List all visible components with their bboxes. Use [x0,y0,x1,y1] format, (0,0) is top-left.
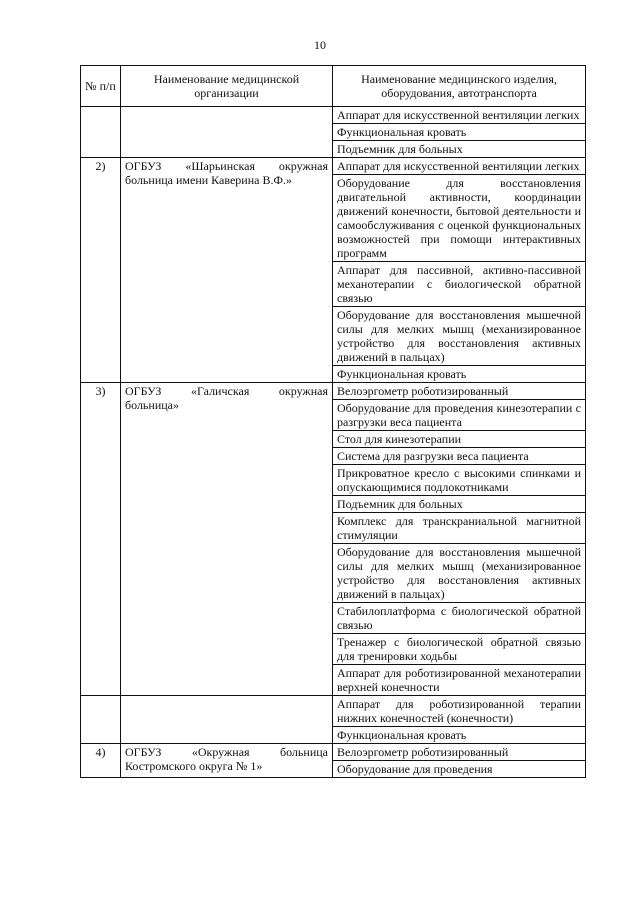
header-num: № п/п [81,66,121,107]
table-row [81,158,586,175]
equipment-item: Подъемник для больных [333,496,586,513]
equipment-table [80,65,586,778]
equipment-item: Оборудование для восстановления мышечной силы для мелких мышц (механизированное устройство для восстановления активных движений в пальцах) [333,544,586,603]
row-number: 3) [81,383,121,696]
equipment-item: Аппарат для роботизированной механотерапии верхней конечности [333,665,586,696]
organization-name: ОГБУЗ «Шарьинская окружная больница имени Каверина В.Ф.» [121,158,333,383]
table-row [81,696,586,727]
table-row [81,744,586,761]
equipment-item: Функциональная кровать [333,124,586,141]
equipment-item: Функциональная кровать [333,366,586,383]
equipment-item: Стабилоплатформа с биологической обратной связью [333,603,586,634]
equipment-item: Аппарат для роботизированной терапии нижних конечностей (конечности) [333,696,586,727]
organization-name: ОГБУЗ «Окружная больница Костромского округа № 1» [121,744,333,778]
equipment-item: Велоэргометр роботизированный [333,383,586,400]
equipment-item: Функциональная кровать [333,727,586,744]
table-row [81,383,586,400]
organization-name [121,107,333,158]
row-number: 4) [81,744,121,778]
equipment-item: Оборудование для проведения [333,761,586,778]
row-number [81,107,121,158]
header-equipment: Наименование медицинского изделия, оборудования, автотранспорта [333,66,586,107]
header-organization: Наименование медицинской организации [121,66,333,107]
equipment-item: Аппарат для искусственной вентиляции легких [333,107,586,124]
organization-name [121,696,333,744]
equipment-item: Велоэргометр роботизированный [333,744,586,761]
equipment-item: Система для разгрузки веса пациента [333,448,586,465]
equipment-item: Аппарат для пассивной, активно-пассивной механотерапии с биологической обратной связью [333,262,586,307]
organization-name: ОГБУЗ «Галичская окружная больница» [121,383,333,696]
equipment-item: Оборудование для восстановления мышечной силы для мелких мышц (механизированное устройство для восстановления активных движений в пальцах) [333,307,586,366]
equipment-item: Аппарат для искусственной вентиляции легких [333,158,586,175]
row-number: 2) [81,158,121,383]
equipment-item: Оборудование для восстановления двигательной активности, координации движений конечности, бытовой деятельности и самообслуживания с оценкой функциональных возможностей при помощи интерактивных программ [333,175,586,262]
equipment-item: Тренажер с биологической обратной связью для тренировки ходьбы [333,634,586,665]
table-header-row [81,66,586,107]
equipment-item: Комплекс для транскраниальной магнитной стимуляции [333,513,586,544]
row-number [81,696,121,744]
equipment-item: Стол для кинезотерапии [333,431,586,448]
page-number: 10 [314,38,326,52]
table-row [81,107,586,124]
equipment-item: Подъемник для больных [333,141,586,158]
equipment-item: Прикроватное кресло с высокими спинками и опускающимися подлокотниками [333,465,586,496]
equipment-item: Оборудование для проведения кинезотерапии с разгрузки веса пациента [333,400,586,431]
